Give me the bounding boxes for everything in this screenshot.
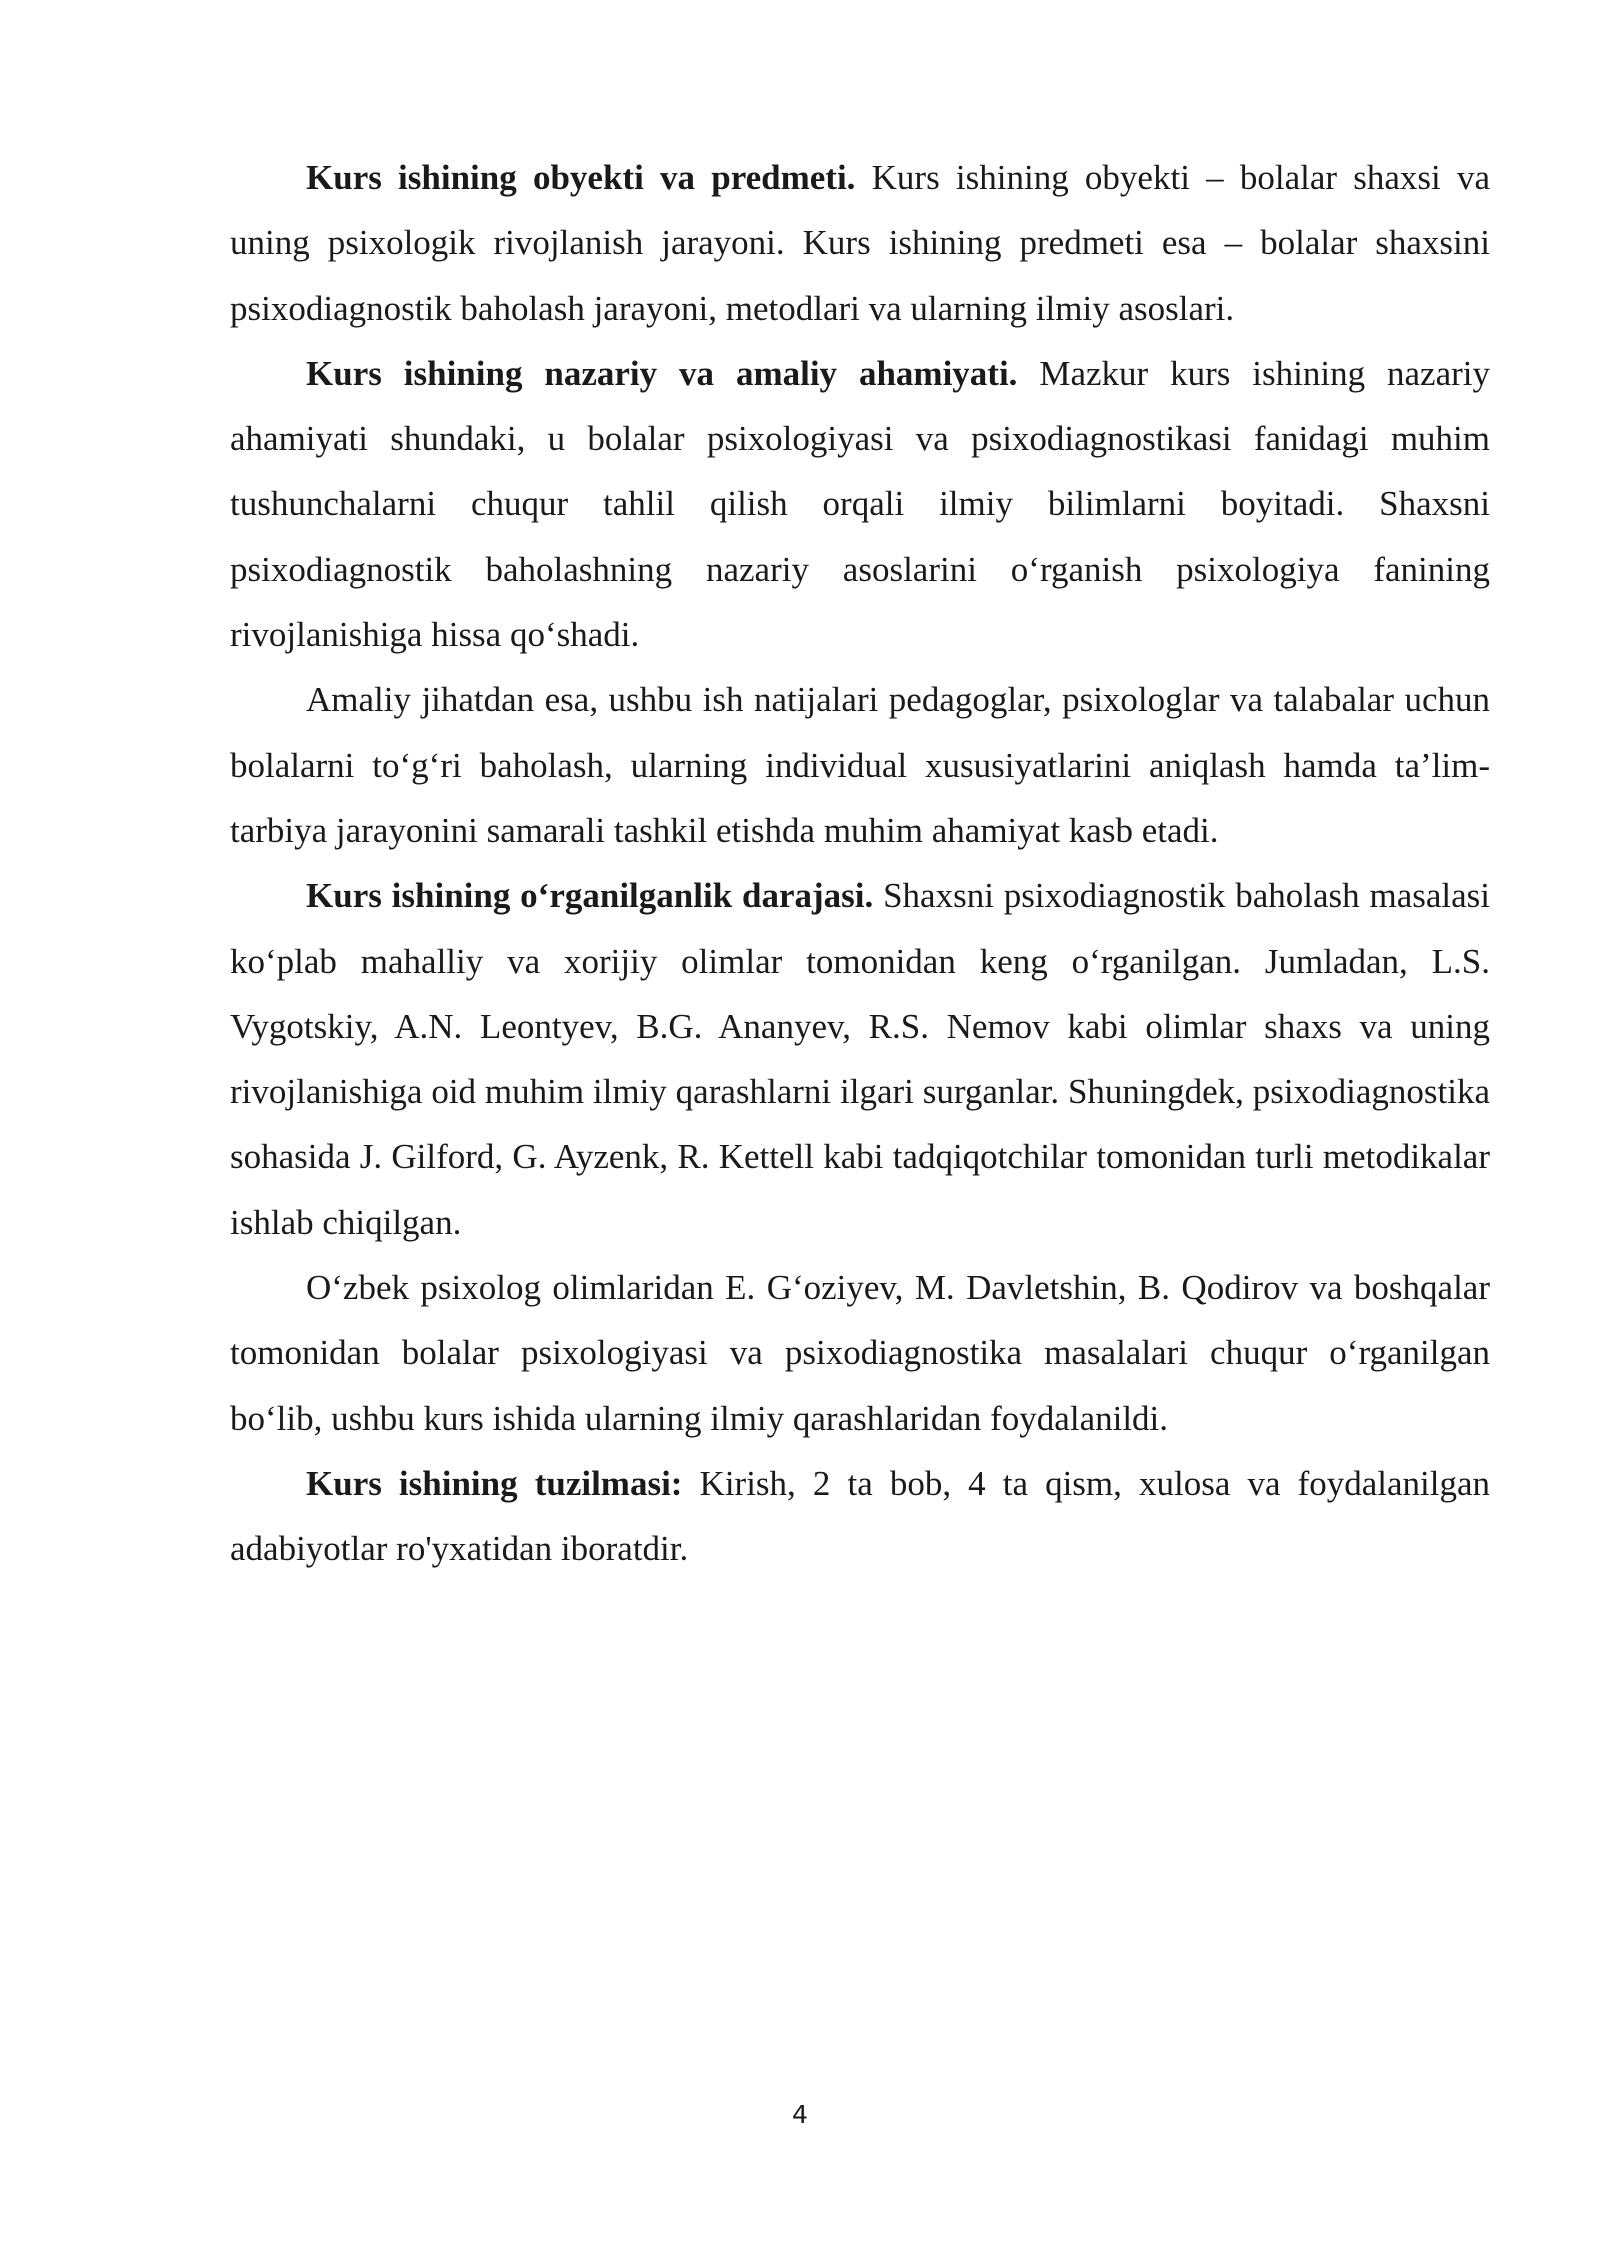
paragraph-heading: Kurs ishining obyekti va predmeti.: [306, 158, 856, 197]
paragraph-heading: Kurs ishining oʻrganilganlik darajasi.: [306, 876, 874, 916]
paragraph-object-subject: [230, 145, 1490, 341]
document-body: [230, 145, 1490, 1582]
paragraph-significance: [230, 341, 1490, 667]
paragraph-heading: Kurs ishining nazariy va amaliy ahamiyati.: [306, 353, 1018, 393]
paragraph-heading: Kurs ishining tuzilmasi:: [306, 1463, 683, 1503]
page-number: 4: [792, 2100, 808, 2129]
paragraph-practical: [230, 667, 1490, 863]
paragraph-structure: [230, 1451, 1490, 1582]
paragraph-text: Oʻzbek psixolog olimlaridan E. Gʻoziyev, M. Davletshin, B. Qodirov va boshqalar tomonidan bolalar psixologiyasi va psixodiagnostika masalalari chuqur oʻrganilgan boʻlib, ushbu kurs ishida ularning ilmiy qarashlaridan foydalanildi.: [230, 1268, 1490, 1438]
paragraph-text: Kurs ishining obyekti – bolalar shaxsi va uning psixologik rivojlanish jarayoni. Kurs ishining predmeti esa – bolalar shaxsini psixodiagnostik baholash jarayoni, metodlari va ularning ilmiy asoslari.: [230, 158, 1490, 328]
paragraph-text: Amaliy jihatdan esa, ushbu ish natijalari pedagoglar, psixologlar va talabalar uchun bolalarni toʻgʻri baholash, ularning individual xususiyatlarini aniqlash hamda ta’lim-tarbiya jarayonini samarali tashkil etishda muhim ahamiyat kasb etadi.: [230, 680, 1490, 850]
paragraph-text: Kirish, 2 ta bob, 4 ta qism, xulosa va foydalanilgan adabiyotlar ro'yxatidan iboratdir.: [230, 1463, 1490, 1569]
paragraph-text: Shaxsni psixodiagnostik baholash masalasi koʻplab mahalliy va xorijiy olimlar tomonidan keng oʻrganilgan. Jumladan, L.S. Vygotskiy, A.N. Leontyev, B.G. Ananyev, R.S. Nemov kabi olimlar shaxs va uning rivojlanishiga oid muhim ilmiy qarashlarni ilgari surganlar. Shuningdek, psixodiagnostika sohasida J. Gilford, G. Ayzenk, R. Kettell kabi tadqiqotchilar tomonidan turli metodikalar ishlab chiqilgan.: [230, 876, 1490, 1242]
paragraph-research-level: [230, 863, 1490, 1255]
paragraph-uzbek-scholars: [230, 1255, 1490, 1451]
paragraph-text: Mazkur kurs ishining nazariy ahamiyati shundaki, u bolalar psixologiyasi va psixodiagnostikasi fanidagi muhim tushunchalarni chuqur tahlil qilish orqali ilmiy bilimlarni boyitadi. Shaxsni psixodiagnostik baholashning nazariy asoslarini oʻrganish psixologiya fanining rivojlanishiga hissa qoʻshadi.: [230, 353, 1490, 655]
